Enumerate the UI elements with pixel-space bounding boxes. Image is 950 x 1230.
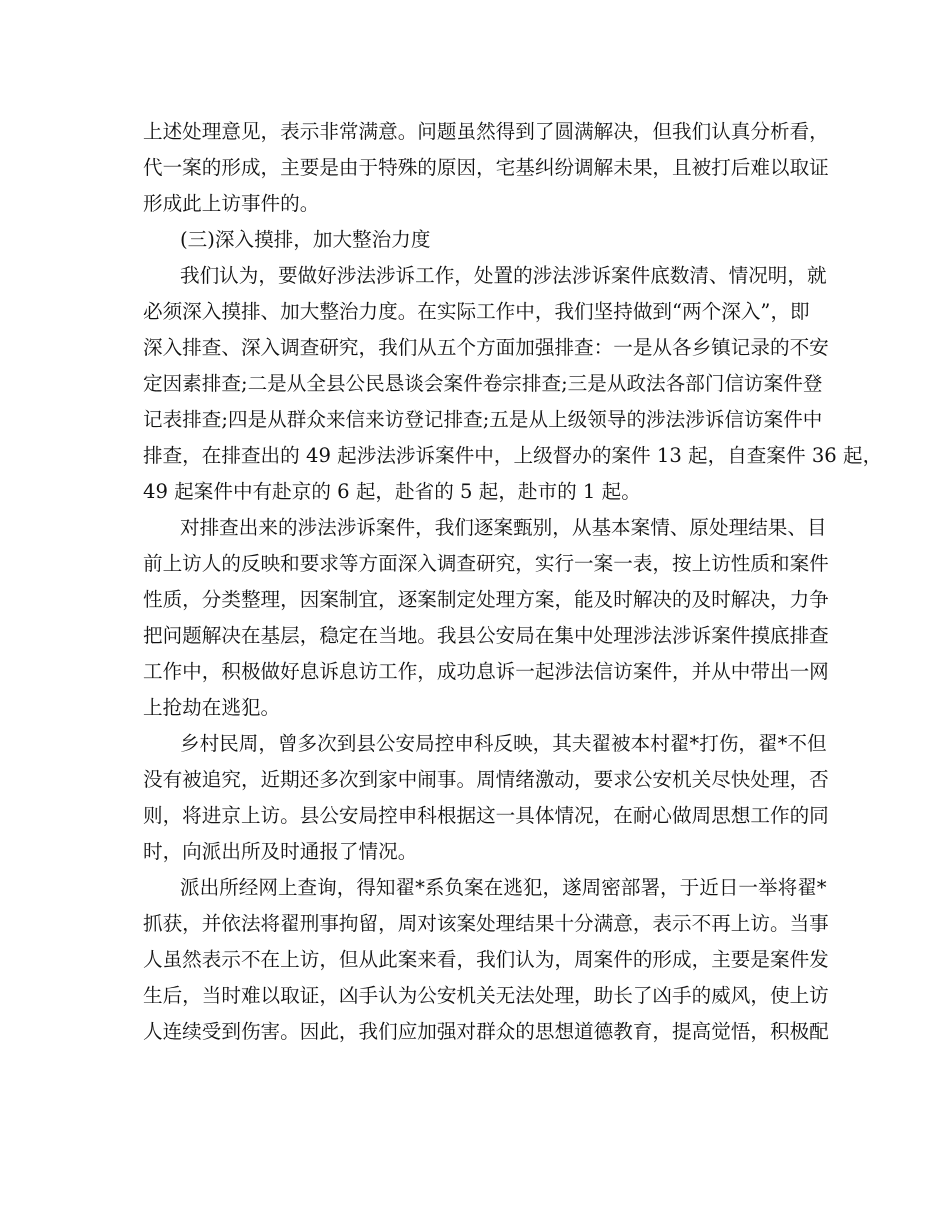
text-line-7: 深入排查、深入调查研究，我们从五个方面加强排查：一是从各乡镇记录的不安: [143, 336, 829, 359]
text-line-18: 乡村民周，曾多次到县公安局控申科反映，其夫翟被本村翟*打伤，翟*不但: [180, 732, 827, 755]
text-line-5: 我们认为，要做好涉法涉诉工作，处置的涉法涉诉案件底数清、情况明，就: [180, 264, 827, 287]
text-line-19: 没有被追究，近期还多次到家中闹事。周情绪激动，要求公安机关尽快处理，否: [143, 768, 829, 791]
text-line-15: 把问题解决在基层，稳定在当地。我县公安局在集中处理涉法涉诉案件摸底排查: [143, 624, 829, 647]
text-line-11: 49 起案件中有赴京的 6 起，赴省的 5 起，赴市的 1 起。: [143, 480, 641, 503]
text-line-17: 上抢劫在逃犯。: [143, 696, 281, 719]
text-line-23: 抓获，并依法将翟刑事拘留，周对该案处理结果十分满意，表示不再上访。当事: [143, 912, 829, 935]
text-line-9: 记表排查;四是从群众来信来访登记排查;五是从上级领导的涉法涉诉信访案件中: [143, 408, 823, 431]
text-line-22: 派出所经网上查询，得知翟*系负案在逃犯，遂周密部署，于近日一举将翟*: [180, 876, 827, 899]
text-line-10: 排查，在排查出的 49 起涉法涉诉案件中，上级督办的案件 13 起，自查案件 36 起，: [143, 444, 883, 467]
text-line-12: 对排查出来的涉法涉诉案件，我们逐案甄别，从基本案情、原处理结果、目: [180, 516, 827, 539]
text-line-25: 生后，当时难以取证，凶手认为公安机关无法处理，助长了凶手的威风，使上访: [143, 984, 829, 1007]
text-line-16: 工作中，积极做好息诉息访工作，成功息诉一起涉法信访案件，并从中带出一网: [143, 660, 829, 683]
text-line-8: 定因素排查;二是从全县公民恳谈会案件卷宗排查;三是从政法各部门信访案件登: [143, 372, 823, 395]
text-line-13: 前上访人的反映和要求等方面深入调查研究，实行一案一表，按上访性质和案件: [143, 552, 829, 575]
text-line-1: 上述处理意见，表示非常满意。问题虽然得到了圆满解决，但我们认真分析看，: [143, 120, 829, 143]
text-line-14: 性质，分类整理，因案制宜，逐案制定处理方案，能及时解决的及时解决，力争: [143, 588, 829, 611]
text-line-3: 形成此上访事件的。: [143, 192, 320, 215]
text-line-24: 人虽然表示不在上访，但从此案来看，我们认为，周案件的形成，主要是案件发: [143, 948, 829, 971]
text-line-6: 必须深入摸排、加大整治力度。在实际工作中，我们坚持做到“两个深入”，即: [143, 300, 810, 323]
text-line-26: 人连续受到伤害。因此，我们应加强对群众的思想道德教育，提高觉悟，积极配: [143, 1020, 829, 1043]
section-heading: (三)深入摸排，加大整治力度: [180, 228, 431, 251]
text-line-20: 则，将进京上访。县公安局控申科根据这一具体情况，在耐心做周思想工作的同: [143, 804, 829, 827]
text-line-21: 时，向派出所及时通报了情况。: [143, 840, 418, 863]
text-line-2: 代一案的形成，主要是由于特殊的原因，宅基纠纷调解未果，且被打后难以取证: [143, 156, 829, 179]
